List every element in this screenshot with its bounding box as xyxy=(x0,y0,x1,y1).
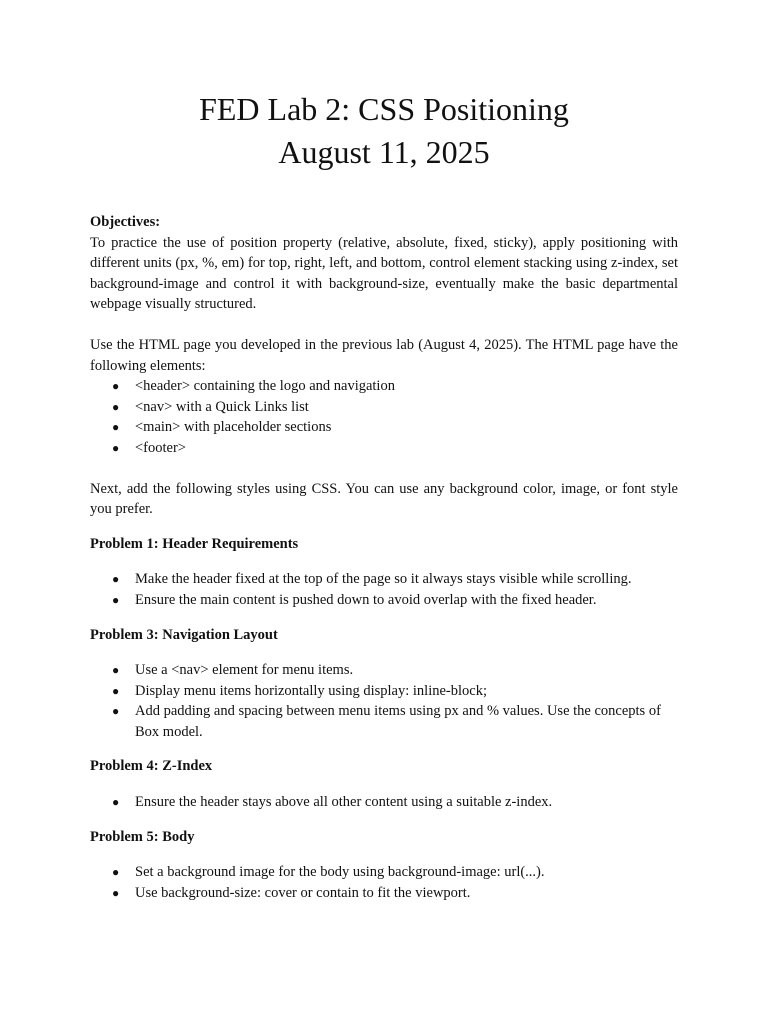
problem-list xyxy=(90,862,678,903)
next-text: Next, add the following styles using CSS. You can use any background color, image, or font style you prefer. xyxy=(90,480,678,518)
list-item xyxy=(90,438,678,459)
intro-text: Use the HTML page you developed in the previous lab (August 4, 2025). The HTML page have the following elements: xyxy=(90,336,678,374)
bullet-icon: ● xyxy=(112,704,120,719)
problem-list xyxy=(90,792,678,813)
bullet-icon: ● xyxy=(112,440,120,455)
problem-heading: Problem 4: Z-Index xyxy=(90,758,213,775)
list-item-text: Use a <nav> element for menu items. xyxy=(135,662,354,679)
list-item-text: Display menu items horizontally using display: inline-block; xyxy=(135,682,487,699)
bullet-icon: ● xyxy=(112,572,120,587)
list-item xyxy=(90,376,678,397)
intro-section xyxy=(90,335,678,459)
list-item xyxy=(90,792,678,813)
bullet-icon: ● xyxy=(112,592,120,607)
list-item xyxy=(90,660,678,681)
list-item xyxy=(90,701,678,742)
spacer xyxy=(90,315,678,335)
list-item-text: Use background-size: cover or contain to fit the viewport. xyxy=(135,884,471,901)
list-item xyxy=(90,569,678,590)
bullet-icon: ● xyxy=(112,683,120,698)
problem-heading: Problem 3: Navigation Layout xyxy=(90,626,278,643)
problem-heading: Problem 1: Header Requirements xyxy=(90,535,299,552)
list-item xyxy=(90,590,678,611)
problem-section xyxy=(90,534,678,611)
bullet-icon: ● xyxy=(112,885,120,900)
problem-heading: Problem 5: Body xyxy=(90,828,195,845)
objectives-label: Objectives: xyxy=(90,214,161,230)
problem-section xyxy=(90,756,678,812)
list-item-text: Ensure the header stays above all other content using a suitable z-index. xyxy=(135,794,553,811)
title-line-2: August 11, 2025 xyxy=(278,134,490,170)
list-item-text: Ensure the main content is pushed down to avoid overlap with the fixed header. xyxy=(135,591,597,608)
intro-list xyxy=(90,376,678,458)
bullet-icon: ● xyxy=(112,663,120,678)
bullet-icon: ● xyxy=(112,420,120,435)
problem-list xyxy=(90,569,678,610)
list-item-text: <header> containing the logo and navigation xyxy=(135,378,395,395)
document-title xyxy=(90,88,678,174)
list-item-text: Make the header fixed at the top of the page so it always stays visible while scrolling. xyxy=(135,571,632,588)
list-item xyxy=(90,681,678,702)
list-item xyxy=(90,883,678,904)
list-item xyxy=(90,862,678,883)
list-item-text: Set a background image for the body using background-image: url(...). xyxy=(135,864,545,881)
list-item-text: <main> with placeholder sections xyxy=(135,419,332,436)
bullet-icon: ● xyxy=(112,795,120,810)
objectives-text: To practice the use of position property (relative, absolute, fixed, sticky), apply positioning with different units (px, %, em) for top, right, left, and bottom, control element stacking using z-index, set background-image and control it with background-size, eventually make the basic departmental webpage visually structured. xyxy=(90,234,678,313)
problem-section xyxy=(90,625,678,743)
list-item xyxy=(90,397,678,418)
bullet-icon: ● xyxy=(112,379,120,394)
list-item xyxy=(90,417,678,438)
title-line-1: FED Lab 2: CSS Positioning xyxy=(199,91,569,127)
bullet-icon: ● xyxy=(112,865,120,880)
list-item-text: <nav> with a Quick Links list xyxy=(135,398,309,415)
list-item-text: Add padding and spacing between menu items using px and % values. Use the concepts of Box model. xyxy=(135,703,661,740)
list-item-text: <footer> xyxy=(135,439,186,456)
bullet-icon: ● xyxy=(112,399,120,414)
problem-section xyxy=(90,827,678,904)
spacer xyxy=(90,459,678,479)
objectives-section xyxy=(90,212,678,315)
problem-list xyxy=(90,660,678,742)
